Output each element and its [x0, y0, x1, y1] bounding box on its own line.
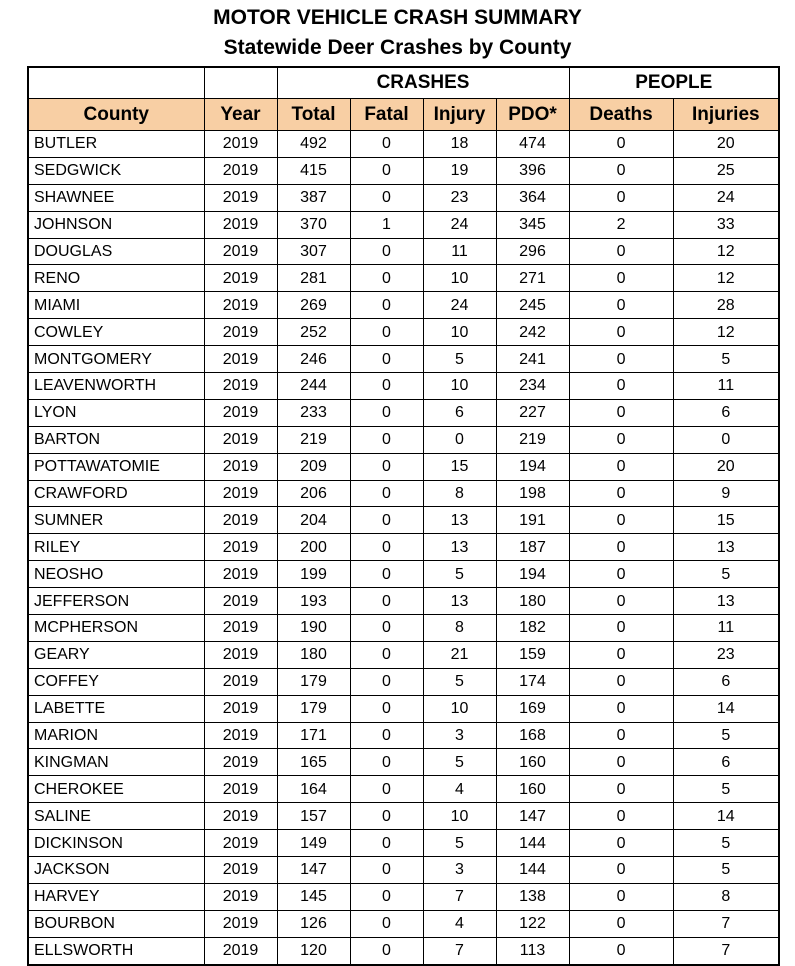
cell-injuries: 13: [673, 534, 779, 561]
cell-pdo: 147: [496, 803, 569, 830]
cell-year: 2019: [204, 883, 277, 910]
cell-pdo: 234: [496, 373, 569, 400]
cell-year: 2019: [204, 292, 277, 319]
cell-total: 120: [277, 937, 350, 964]
cell-year: 2019: [204, 265, 277, 292]
cell-injuries: 23: [673, 641, 779, 668]
cell-fatal: 0: [350, 561, 423, 588]
cell-injury: 10: [423, 265, 496, 292]
cell-fatal: 1: [350, 211, 423, 238]
cell-year: 2019: [204, 830, 277, 857]
cell-year: 2019: [204, 319, 277, 346]
cell-injuries: 13: [673, 588, 779, 615]
cell-total: 165: [277, 749, 350, 776]
table-row: [28, 937, 779, 964]
cell-year: 2019: [204, 937, 277, 964]
cell-total: 200: [277, 534, 350, 561]
cell-county: MONTGOMERY: [28, 346, 204, 373]
cell-year: 2019: [204, 803, 277, 830]
cell-year: 2019: [204, 776, 277, 803]
cell-fatal: 0: [350, 615, 423, 642]
cell-fatal: 0: [350, 292, 423, 319]
cell-injuries: 7: [673, 937, 779, 964]
cell-fatal: 0: [350, 373, 423, 400]
cell-pdo: 227: [496, 399, 569, 426]
table-row: [28, 399, 779, 426]
col-header-deaths: Deaths: [569, 99, 673, 131]
cell-deaths: 0: [569, 507, 673, 534]
cell-fatal: 0: [350, 857, 423, 884]
cell-fatal: 0: [350, 588, 423, 615]
cell-year: 2019: [204, 561, 277, 588]
cell-year: 2019: [204, 238, 277, 265]
table-row: [28, 507, 779, 534]
cell-deaths: 0: [569, 399, 673, 426]
cell-pdo: 194: [496, 561, 569, 588]
col-header-pdo: PDO*: [496, 99, 569, 131]
cell-injury: 5: [423, 749, 496, 776]
table-row: [28, 615, 779, 642]
table-row: [28, 534, 779, 561]
cell-injury: 0: [423, 426, 496, 453]
cell-pdo: 160: [496, 776, 569, 803]
cell-county: HARVEY: [28, 883, 204, 910]
cell-total: 307: [277, 238, 350, 265]
cell-deaths: 0: [569, 561, 673, 588]
cell-county: SHAWNEE: [28, 184, 204, 211]
table-row: [28, 776, 779, 803]
table-row: [28, 346, 779, 373]
cell-deaths: 0: [569, 857, 673, 884]
table-row: [28, 722, 779, 749]
cell-total: 492: [277, 131, 350, 158]
cell-injury: 6: [423, 399, 496, 426]
cell-deaths: 0: [569, 668, 673, 695]
cell-pdo: 191: [496, 507, 569, 534]
cell-year: 2019: [204, 749, 277, 776]
cell-pdo: 113: [496, 937, 569, 964]
table-row: [28, 883, 779, 910]
cell-total: 415: [277, 157, 350, 184]
cell-pdo: 245: [496, 292, 569, 319]
cell-deaths: 0: [569, 937, 673, 964]
cell-fatal: 0: [350, 265, 423, 292]
cell-fatal: 0: [350, 749, 423, 776]
cell-county: POTTAWATOMIE: [28, 453, 204, 480]
group-header-blank: [28, 67, 204, 99]
cell-injury: 13: [423, 534, 496, 561]
cell-total: 206: [277, 480, 350, 507]
col-header-injuries: Injuries: [673, 99, 779, 131]
cell-year: 2019: [204, 480, 277, 507]
table-row: [28, 749, 779, 776]
table-row: [28, 238, 779, 265]
cell-total: 387: [277, 184, 350, 211]
table-row: [28, 641, 779, 668]
cell-county: LYON: [28, 399, 204, 426]
group-header-people: PEOPLE: [569, 67, 779, 99]
cell-pdo: 159: [496, 641, 569, 668]
cell-year: 2019: [204, 641, 277, 668]
cell-injuries: 28: [673, 292, 779, 319]
cell-deaths: 0: [569, 722, 673, 749]
table-row: [28, 131, 779, 158]
cell-injuries: 5: [673, 776, 779, 803]
cell-injuries: 33: [673, 211, 779, 238]
cell-injury: 13: [423, 507, 496, 534]
cell-pdo: 168: [496, 722, 569, 749]
cell-fatal: 0: [350, 507, 423, 534]
cell-year: 2019: [204, 184, 277, 211]
cell-injuries: 11: [673, 373, 779, 400]
cell-pdo: 169: [496, 695, 569, 722]
cell-county: SEDGWICK: [28, 157, 204, 184]
cell-injury: 10: [423, 695, 496, 722]
cell-year: 2019: [204, 211, 277, 238]
cell-pdo: 144: [496, 857, 569, 884]
cell-fatal: 0: [350, 641, 423, 668]
cell-deaths: 0: [569, 883, 673, 910]
cell-deaths: 2: [569, 211, 673, 238]
cell-fatal: 0: [350, 910, 423, 937]
cell-county: LABETTE: [28, 695, 204, 722]
cell-injury: 3: [423, 722, 496, 749]
cell-county: CRAWFORD: [28, 480, 204, 507]
cell-total: 281: [277, 265, 350, 292]
cell-county: LEAVENWORTH: [28, 373, 204, 400]
cell-county: MIAMI: [28, 292, 204, 319]
cell-year: 2019: [204, 857, 277, 884]
cell-deaths: 0: [569, 131, 673, 158]
cell-deaths: 0: [569, 426, 673, 453]
cell-year: 2019: [204, 131, 277, 158]
cell-injury: 5: [423, 830, 496, 857]
cell-injury: 4: [423, 910, 496, 937]
cell-injuries: 6: [673, 399, 779, 426]
cell-pdo: 198: [496, 480, 569, 507]
cell-total: 190: [277, 615, 350, 642]
cell-pdo: 219: [496, 426, 569, 453]
table-row: [28, 292, 779, 319]
cell-fatal: 0: [350, 184, 423, 211]
cell-pdo: 296: [496, 238, 569, 265]
cell-injuries: 15: [673, 507, 779, 534]
cell-deaths: 0: [569, 157, 673, 184]
cell-county: GEARY: [28, 641, 204, 668]
cell-injury: 21: [423, 641, 496, 668]
cell-fatal: 0: [350, 803, 423, 830]
table-row: [28, 480, 779, 507]
cell-injury: 23: [423, 184, 496, 211]
cell-injuries: 12: [673, 238, 779, 265]
cell-fatal: 0: [350, 776, 423, 803]
cell-total: 219: [277, 426, 350, 453]
cell-pdo: 345: [496, 211, 569, 238]
cell-deaths: 0: [569, 588, 673, 615]
cell-pdo: 474: [496, 131, 569, 158]
table-row: [28, 265, 779, 292]
cell-fatal: 0: [350, 883, 423, 910]
cell-injuries: 24: [673, 184, 779, 211]
cell-deaths: 0: [569, 238, 673, 265]
cell-total: 171: [277, 722, 350, 749]
table-row: [28, 319, 779, 346]
cell-county: BARTON: [28, 426, 204, 453]
cell-injury: 18: [423, 131, 496, 158]
cell-injuries: 6: [673, 749, 779, 776]
cell-fatal: 0: [350, 399, 423, 426]
cell-fatal: 0: [350, 830, 423, 857]
page-subtitle: Statewide Deer Crashes by County: [223, 36, 572, 59]
cell-county: COFFEY: [28, 668, 204, 695]
cell-injuries: 5: [673, 830, 779, 857]
cell-injuries: 7: [673, 910, 779, 937]
cell-injury: 5: [423, 561, 496, 588]
col-header-fatal: Fatal: [350, 99, 423, 131]
cell-deaths: 0: [569, 776, 673, 803]
cell-injuries: 14: [673, 695, 779, 722]
cell-county: SUMNER: [28, 507, 204, 534]
cell-fatal: 0: [350, 668, 423, 695]
cell-fatal: 0: [350, 695, 423, 722]
cell-injuries: 20: [673, 453, 779, 480]
cell-fatal: 0: [350, 131, 423, 158]
cell-total: 209: [277, 453, 350, 480]
cell-pdo: 194: [496, 453, 569, 480]
cell-year: 2019: [204, 588, 277, 615]
cell-injuries: 12: [673, 319, 779, 346]
cell-pdo: 241: [496, 346, 569, 373]
cell-county: BOURBON: [28, 910, 204, 937]
cell-county: ELLSWORTH: [28, 937, 204, 964]
cell-injuries: 12: [673, 265, 779, 292]
cell-total: 193: [277, 588, 350, 615]
table-row: [28, 184, 779, 211]
col-header-year: Year: [204, 99, 277, 131]
cell-deaths: 0: [569, 534, 673, 561]
cell-injury: 5: [423, 346, 496, 373]
cell-pdo: 396: [496, 157, 569, 184]
cell-pdo: 271: [496, 265, 569, 292]
cell-year: 2019: [204, 534, 277, 561]
cell-year: 2019: [204, 453, 277, 480]
table-row: [28, 157, 779, 184]
cell-county: KINGMAN: [28, 749, 204, 776]
group-header-crashes: CRASHES: [277, 67, 569, 99]
table-row: [28, 910, 779, 937]
cell-deaths: 0: [569, 749, 673, 776]
table-row: [28, 373, 779, 400]
cell-pdo: 138: [496, 883, 569, 910]
cell-injury: 11: [423, 238, 496, 265]
cell-fatal: 0: [350, 453, 423, 480]
cell-pdo: 174: [496, 668, 569, 695]
cell-injury: 24: [423, 292, 496, 319]
cell-injury: 4: [423, 776, 496, 803]
cell-pdo: 180: [496, 588, 569, 615]
table-row: [28, 830, 779, 857]
cell-injury: 24: [423, 211, 496, 238]
cell-county: MCPHERSON: [28, 615, 204, 642]
cell-injuries: 25: [673, 157, 779, 184]
table-row: [28, 588, 779, 615]
cell-injuries: 5: [673, 722, 779, 749]
cell-injury: 15: [423, 453, 496, 480]
cell-total: 147: [277, 857, 350, 884]
cell-deaths: 0: [569, 292, 673, 319]
cell-fatal: 0: [350, 426, 423, 453]
table-row: [28, 211, 779, 238]
cell-fatal: 0: [350, 319, 423, 346]
cell-total: 149: [277, 830, 350, 857]
cell-deaths: 0: [569, 319, 673, 346]
cell-county: COWLEY: [28, 319, 204, 346]
cell-county: DICKINSON: [28, 830, 204, 857]
cell-year: 2019: [204, 910, 277, 937]
cell-county: JOHNSON: [28, 211, 204, 238]
cell-injury: 7: [423, 937, 496, 964]
cell-total: 164: [277, 776, 350, 803]
cell-deaths: 0: [569, 830, 673, 857]
cell-county: NEOSHO: [28, 561, 204, 588]
column-header-row: [28, 99, 779, 131]
cell-county: SALINE: [28, 803, 204, 830]
table-row: [28, 857, 779, 884]
cell-fatal: 0: [350, 480, 423, 507]
cell-fatal: 0: [350, 346, 423, 373]
table-row: [28, 426, 779, 453]
cell-injuries: 5: [673, 346, 779, 373]
cell-year: 2019: [204, 615, 277, 642]
cell-year: 2019: [204, 373, 277, 400]
cell-deaths: 0: [569, 373, 673, 400]
cell-year: 2019: [204, 346, 277, 373]
table-row: [28, 453, 779, 480]
cell-injuries: 6: [673, 668, 779, 695]
cell-injury: 19: [423, 157, 496, 184]
cell-total: 180: [277, 641, 350, 668]
crash-table: [27, 66, 780, 966]
cell-total: 233: [277, 399, 350, 426]
cell-injury: 10: [423, 373, 496, 400]
cell-total: 199: [277, 561, 350, 588]
cell-injury: 8: [423, 480, 496, 507]
cell-fatal: 0: [350, 157, 423, 184]
cell-total: 370: [277, 211, 350, 238]
cell-deaths: 0: [569, 803, 673, 830]
cell-deaths: 0: [569, 695, 673, 722]
table-row: [28, 803, 779, 830]
cell-deaths: 0: [569, 641, 673, 668]
cell-pdo: 160: [496, 749, 569, 776]
cell-injury: 3: [423, 857, 496, 884]
cell-year: 2019: [204, 722, 277, 749]
cell-injuries: 5: [673, 561, 779, 588]
cell-deaths: 0: [569, 184, 673, 211]
cell-injury: 8: [423, 615, 496, 642]
cell-year: 2019: [204, 399, 277, 426]
cell-county: BUTLER: [28, 131, 204, 158]
cell-injury: 13: [423, 588, 496, 615]
table-row: [28, 695, 779, 722]
cell-year: 2019: [204, 157, 277, 184]
cell-pdo: 144: [496, 830, 569, 857]
cell-fatal: 0: [350, 937, 423, 964]
cell-year: 2019: [204, 426, 277, 453]
cell-injuries: 14: [673, 803, 779, 830]
table-body: [28, 131, 779, 965]
cell-county: MARION: [28, 722, 204, 749]
cell-county: DOUGLAS: [28, 238, 204, 265]
cell-injuries: 20: [673, 131, 779, 158]
cell-pdo: 122: [496, 910, 569, 937]
cell-year: 2019: [204, 507, 277, 534]
cell-deaths: 0: [569, 346, 673, 373]
cell-total: 269: [277, 292, 350, 319]
cell-total: 145: [277, 883, 350, 910]
cell-county: RENO: [28, 265, 204, 292]
cell-pdo: 242: [496, 319, 569, 346]
cell-fatal: 0: [350, 722, 423, 749]
col-header-total: Total: [277, 99, 350, 131]
cell-total: 179: [277, 668, 350, 695]
cell-injuries: 8: [673, 883, 779, 910]
cell-county: CHEROKEE: [28, 776, 204, 803]
col-header-county: County: [28, 99, 204, 131]
cell-total: 179: [277, 695, 350, 722]
group-header-blank: [204, 67, 277, 99]
cell-deaths: 0: [569, 480, 673, 507]
group-header-row: [28, 67, 779, 99]
cell-deaths: 0: [569, 265, 673, 292]
cell-injuries: 9: [673, 480, 779, 507]
cell-fatal: 0: [350, 534, 423, 561]
cell-year: 2019: [204, 695, 277, 722]
cell-injuries: 5: [673, 857, 779, 884]
cell-total: 157: [277, 803, 350, 830]
cell-fatal: 0: [350, 238, 423, 265]
cell-county: JACKSON: [28, 857, 204, 884]
page-title: MOTOR VEHICLE CRASH SUMMARY: [213, 6, 582, 29]
cell-deaths: 0: [569, 453, 673, 480]
cell-deaths: 0: [569, 615, 673, 642]
cell-total: 204: [277, 507, 350, 534]
cell-pdo: 182: [496, 615, 569, 642]
cell-pdo: 187: [496, 534, 569, 561]
cell-total: 246: [277, 346, 350, 373]
col-header-injury: Injury: [423, 99, 496, 131]
cell-injury: 5: [423, 668, 496, 695]
cell-total: 244: [277, 373, 350, 400]
cell-total: 126: [277, 910, 350, 937]
cell-injuries: 11: [673, 615, 779, 642]
cell-deaths: 0: [569, 910, 673, 937]
cell-injury: 10: [423, 803, 496, 830]
cell-injury: 7: [423, 883, 496, 910]
cell-county: RILEY: [28, 534, 204, 561]
table-row: [28, 668, 779, 695]
cell-injuries: 0: [673, 426, 779, 453]
cell-county: JEFFERSON: [28, 588, 204, 615]
table-row: [28, 561, 779, 588]
cell-total: 252: [277, 319, 350, 346]
cell-injury: 10: [423, 319, 496, 346]
cell-pdo: 364: [496, 184, 569, 211]
cell-year: 2019: [204, 668, 277, 695]
